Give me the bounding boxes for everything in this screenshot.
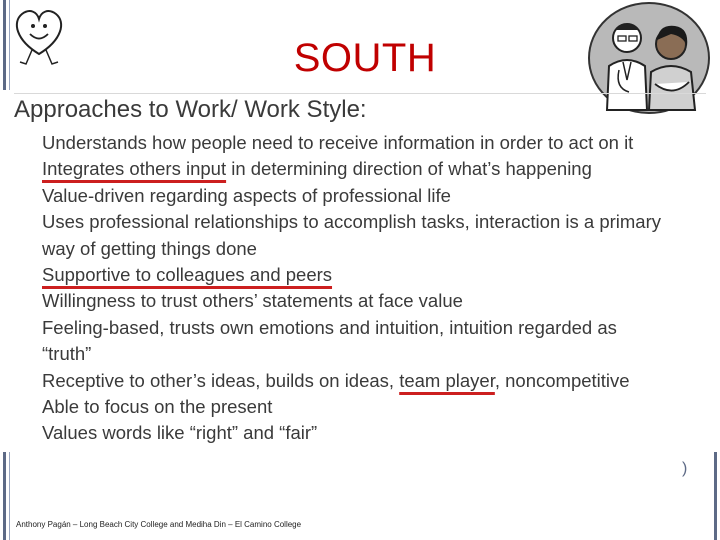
edge-bar-top: [3, 0, 6, 90]
underlined-phrase: Supportive to colleagues and peers: [42, 264, 333, 286]
list-item: Understands how people need to receive information in order to act on it: [42, 132, 634, 153]
underlined-phrase: Integrates others input: [42, 158, 227, 180]
header-separator: [14, 93, 706, 94]
list-item: Willingness to trust others’ statements at face value: [42, 290, 463, 312]
smiling-heart-icon: [10, 2, 68, 72]
list-item-continued: “truth”: [42, 343, 92, 365]
list-item: Integrates others input in determining direction of what’s happening: [42, 158, 592, 180]
bullet-list: [42, 130, 702, 447]
list-item: Uses professional relationships to accomplish tasks, interaction is a primary: [42, 211, 661, 233]
list-item: Feeling-based, trusts own emotions and intuition, intuition regarded as: [42, 316, 617, 338]
list-item: Able to focus on the present: [42, 396, 273, 418]
edge-bar-right-bottom: [714, 452, 717, 540]
footer-credit: Anthony Pagán – Long Beach City College and Mediha Din – El Camino College: [16, 520, 302, 529]
section-heading: Approaches to Work/ Work Style:: [14, 96, 367, 123]
list-item: Receptive to other’s ideas, builds on ideas, team player, noncompetitive: [42, 369, 630, 391]
bracket-glyph: ): [682, 460, 688, 477]
slide-title: SOUTH: [293, 36, 437, 80]
list-item: Value-driven regarding aspects of professional life: [42, 184, 451, 206]
doctor-patient-clipart: [585, 0, 713, 118]
list-item-continued: way of getting things done: [42, 237, 257, 259]
list-item: Values words like “right” and “fair”: [42, 422, 318, 444]
edge-bar-bottom: [3, 452, 6, 540]
underlined-phrase: team player: [399, 369, 495, 391]
list-item: [42, 262, 702, 288]
edge-bar-bottom-inner: [9, 452, 10, 540]
